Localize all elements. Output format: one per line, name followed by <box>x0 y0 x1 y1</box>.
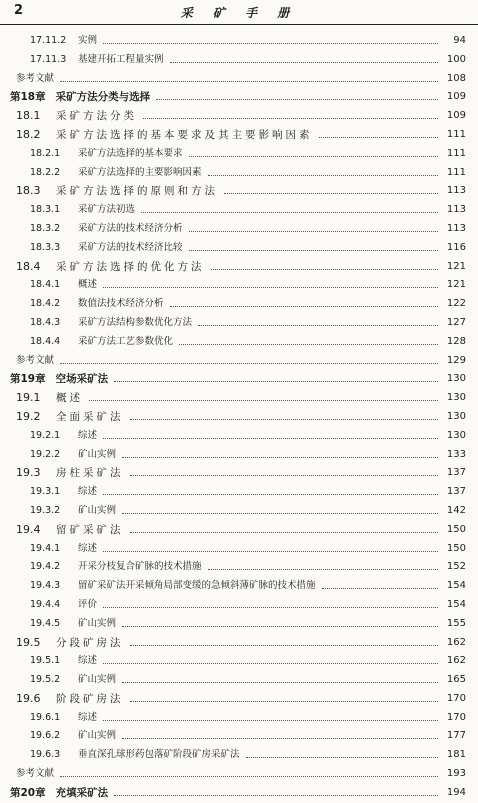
toc-entry-heading <box>30 709 97 728</box>
toc-entry <box>0 502 478 521</box>
toc-chapter <box>0 370 478 389</box>
toc-entry-heading <box>16 464 124 483</box>
toc-entry <box>0 333 478 352</box>
toc-entry-number: 第20章 <box>10 786 46 799</box>
toc-entry <box>0 652 478 671</box>
dot-leader <box>198 325 438 326</box>
toc-entry-number: 17.11.3 <box>30 53 67 65</box>
toc-entry <box>0 558 478 577</box>
toc-entry-number: 18.4.3 <box>30 316 61 328</box>
toc-entry-number: 18.2.2 <box>30 166 61 178</box>
toc-references <box>0 765 478 784</box>
toc-entry-heading <box>30 483 97 502</box>
toc-entry-title: 概述 <box>56 392 83 405</box>
toc-entry-title: 留矿采矿法 <box>56 523 124 536</box>
toc-entry-title: 矿山实例 <box>78 504 117 516</box>
toc-entry-heading <box>30 164 202 183</box>
dot-leader <box>103 607 438 608</box>
dot-leader <box>130 419 438 420</box>
dot-leader <box>122 457 438 458</box>
toc-entry-heading <box>30 540 97 559</box>
toc-page-number: 155 <box>446 617 466 629</box>
toc-entry-heading <box>30 558 202 577</box>
toc-entry-heading <box>30 746 240 765</box>
toc-entry-number: 19.5.1 <box>30 655 61 667</box>
toc-entry-heading <box>30 671 116 690</box>
toc-page-number: 150 <box>446 523 466 535</box>
dot-leader <box>103 551 438 552</box>
toc-entry-heading <box>16 634 124 653</box>
toc-entry-number: 19.4.1 <box>30 542 61 554</box>
toc-page-number: 130 <box>446 410 466 422</box>
toc-page-number: 177 <box>446 730 466 742</box>
toc-entry-heading <box>30 32 97 51</box>
toc-entry-heading <box>30 201 135 220</box>
toc-entry <box>0 182 478 201</box>
toc-entry-heading <box>30 276 97 295</box>
toc-entry-title: 矿山实例 <box>78 674 117 686</box>
toc-chapter <box>0 88 478 107</box>
toc-entry-heading <box>30 446 116 465</box>
dot-leader <box>189 156 438 157</box>
dot-leader <box>60 81 438 82</box>
toc-entry-title: 基建开拓工程量实例 <box>78 53 164 65</box>
toc-entry <box>0 51 478 70</box>
toc-page-number: 162 <box>446 636 466 648</box>
toc-entry <box>0 464 478 483</box>
toc-page-number: 108 <box>446 72 466 84</box>
dot-leader <box>60 776 438 777</box>
toc-entry-title: 采矿方法选择的主要影响因素 <box>78 166 202 178</box>
dot-leader <box>319 137 438 138</box>
toc-entry-title: 采矿方法结构参数优化方法 <box>78 316 193 328</box>
toc-page-number: 121 <box>446 279 466 291</box>
toc-entry-title: 采矿方法分类与选择 <box>55 91 151 104</box>
dot-leader <box>208 175 438 176</box>
toc-entry-heading <box>30 427 97 446</box>
dot-leader <box>141 212 438 213</box>
toc-entry-heading <box>10 88 150 107</box>
toc-entry-number: 18.3 <box>16 184 41 198</box>
dot-leader <box>130 701 438 702</box>
toc-entry-title: 采矿方法选择的原则和方法 <box>56 185 218 198</box>
toc-entry-number: 19.4.3 <box>30 580 61 592</box>
toc-entry-title: 矿山实例 <box>78 448 117 460</box>
toc-entry-heading <box>16 408 124 427</box>
toc-page-number: 100 <box>446 53 466 65</box>
toc-entry-title: 矿山实例 <box>78 730 117 742</box>
toc-page-number: 170 <box>446 711 466 723</box>
toc-entry-number: 19.4.2 <box>30 561 61 573</box>
toc-entry-number: 18.3.2 <box>30 222 61 234</box>
toc-page-number: 127 <box>446 316 466 328</box>
toc-page-number: 94 <box>453 35 466 46</box>
dot-leader <box>122 682 438 683</box>
dot-leader <box>143 118 438 119</box>
toc-page-number: 111 <box>446 147 466 159</box>
toc-entry-number: 19.4 <box>16 522 41 536</box>
toc-entry <box>0 709 478 728</box>
toc-page-number: 111 <box>446 166 466 178</box>
toc-entry-number: 18.2 <box>16 127 41 141</box>
toc-page-number: 181 <box>446 749 466 761</box>
dot-leader <box>211 269 438 270</box>
toc-page-number: 154 <box>446 580 466 592</box>
toc-page-number: 130 <box>446 392 466 404</box>
dot-leader <box>170 306 438 307</box>
toc-entry-heading <box>30 314 192 333</box>
dot-leader <box>130 475 438 476</box>
toc-entry <box>0 295 478 314</box>
toc-entry-heading <box>16 70 54 89</box>
toc-entry-title: 评价 <box>78 598 98 610</box>
toc-entry-title: 采矿方法选择的基本要求 <box>78 147 183 159</box>
toc-entry-heading <box>16 521 124 540</box>
dot-leader <box>122 513 438 514</box>
toc-page-number: 128 <box>446 335 466 347</box>
toc-entry-number: 18.1 <box>16 109 41 123</box>
toc-entry-number: 18.3.1 <box>30 204 61 216</box>
toc-entry <box>0 615 478 634</box>
dot-leader <box>103 438 438 439</box>
toc-entry-heading <box>30 239 183 258</box>
toc-entry <box>0 690 478 709</box>
toc-entry-title: 采矿方法选择的基本要求及其主要影响因素 <box>56 128 313 141</box>
toc-entry <box>0 540 478 559</box>
toc-entry <box>0 634 478 653</box>
toc-entry-heading <box>30 727 116 746</box>
toc-entry-title: 概述 <box>78 279 98 291</box>
toc-entry-title: 实例 <box>78 35 98 46</box>
toc-page-number: 162 <box>446 655 466 667</box>
toc-page-number: 194 <box>446 786 466 798</box>
dot-leader <box>189 231 438 232</box>
toc-page-number: 113 <box>446 222 466 234</box>
toc-entry-number: 19.5.2 <box>30 674 61 686</box>
toc-entry-title: 综述 <box>78 655 98 667</box>
toc-entry <box>0 239 478 258</box>
toc-page-number: 113 <box>446 204 466 216</box>
toc-entry-number: 18.4 <box>16 259 41 273</box>
dot-leader <box>122 738 438 739</box>
toc-entry-title: 空场采矿法 <box>55 373 109 386</box>
book-title: 采 矿 手 册 <box>180 6 298 20</box>
toc-entry-title: 全面采矿法 <box>56 410 124 423</box>
dot-leader <box>60 363 438 364</box>
toc-page-number: 170 <box>446 692 466 704</box>
toc-entry-heading <box>30 333 173 352</box>
dot-leader <box>246 757 438 758</box>
toc-entry-title: 充填采矿法 <box>55 786 109 799</box>
toc-page-number: 150 <box>446 542 466 554</box>
toc-entry <box>0 201 478 220</box>
dot-leader <box>130 645 438 646</box>
toc-references <box>0 70 478 89</box>
toc-page-number: 111 <box>446 128 466 140</box>
toc-page-number: 121 <box>446 260 466 272</box>
dot-leader <box>114 795 438 796</box>
toc-entry-title: 分段矿房法 <box>56 636 124 649</box>
toc-entry <box>0 107 478 126</box>
toc-entry-heading <box>30 220 183 239</box>
toc-entry-heading <box>16 690 124 709</box>
toc-entry <box>0 389 478 408</box>
toc-entry-heading <box>16 182 218 201</box>
toc-entry <box>0 746 478 765</box>
toc-entry-heading <box>30 652 97 671</box>
toc-entry-heading <box>30 295 164 314</box>
toc-entry-number: 18.4.1 <box>30 279 61 291</box>
toc-page-number: 193 <box>446 768 466 780</box>
dot-leader <box>189 250 438 251</box>
dot-leader <box>103 43 438 44</box>
toc-entry-heading <box>30 145 183 164</box>
toc-entry-number: 19.2.1 <box>30 429 61 441</box>
dot-leader <box>103 494 438 495</box>
toc-entry-title: 垂直深孔球形药包落矿阶段矿房采矿法 <box>78 749 240 761</box>
toc-entry <box>0 446 478 465</box>
toc-entry-title: 开采分枝复合矿脉的技术措施 <box>78 561 202 573</box>
dot-leader <box>130 532 438 533</box>
toc-entry <box>0 164 478 183</box>
toc-entry-title: 采矿方法分类 <box>56 110 137 123</box>
toc-entry <box>0 671 478 690</box>
toc-entry-title: 采矿方法选择的优化方法 <box>56 260 205 273</box>
toc-entry-heading <box>16 126 313 145</box>
toc-page-number: 113 <box>446 185 466 197</box>
dot-leader <box>122 626 438 627</box>
toc-entry-number: 19.1 <box>16 391 41 405</box>
toc-entry-number: 19.6.2 <box>30 730 61 742</box>
toc-page-number: 142 <box>446 504 466 516</box>
toc-page-number: 116 <box>446 241 466 253</box>
toc-references <box>0 352 478 371</box>
toc-entry-heading <box>16 107 137 126</box>
toc-entry-number: 18.4.4 <box>30 335 61 347</box>
toc-entry-number: 19.6 <box>16 691 41 705</box>
page-number: 2 <box>14 3 24 18</box>
toc-entry-number: 19.6.1 <box>30 711 61 723</box>
toc-entry-number: 19.3 <box>16 466 41 480</box>
dot-leader <box>156 99 438 100</box>
toc-entry <box>0 427 478 446</box>
toc-entry-title: 综述 <box>78 711 98 723</box>
toc-entry-heading <box>10 784 108 803</box>
dot-leader <box>224 193 438 194</box>
dot-leader <box>103 287 438 288</box>
toc-entry-title: 综述 <box>78 486 98 498</box>
toc-entry-title: 综述 <box>78 429 98 441</box>
toc-entry-number: 19.2 <box>16 409 41 423</box>
toc-entry <box>0 314 478 333</box>
toc-entry-title: 参考文献 <box>16 354 55 366</box>
toc-entry <box>0 220 478 239</box>
toc-entry-heading <box>16 765 54 784</box>
toc-entry-title: 留矿采矿法开采倾角局部变缓的急倾斜薄矿脉的技术措施 <box>78 580 316 592</box>
toc-entry-heading <box>30 596 97 615</box>
toc-entry <box>0 727 478 746</box>
toc-entry-heading <box>30 615 116 634</box>
table-of-contents <box>0 32 478 803</box>
toc-entry <box>0 408 478 427</box>
toc-entry-number: 19.5 <box>16 635 41 649</box>
toc-page-number: 130 <box>446 373 466 385</box>
toc-page-number: 122 <box>446 298 466 310</box>
toc-entry-number: 第18章 <box>10 91 46 104</box>
toc-entry-heading <box>30 502 116 521</box>
toc-entry-number: 18.4.2 <box>30 298 61 310</box>
toc-entry <box>0 32 478 51</box>
toc-page-number: 165 <box>446 674 466 686</box>
dot-leader <box>114 381 438 382</box>
toc-entry-title: 数值法技术经济分析 <box>78 298 164 310</box>
toc-entry-heading <box>30 51 164 70</box>
toc-entry-heading <box>16 258 205 277</box>
toc-entry-number: 第19章 <box>10 373 46 386</box>
toc-entry-title: 阶段矿房法 <box>56 692 124 705</box>
toc-entry-title: 房柱采矿法 <box>56 467 124 480</box>
toc-entry <box>0 577 478 596</box>
toc-page-number: 109 <box>446 91 466 103</box>
toc-page-number: 137 <box>446 486 466 498</box>
toc-entry-heading <box>10 370 108 389</box>
toc-entry-number: 19.6.3 <box>30 749 61 761</box>
dot-leader <box>322 588 438 589</box>
toc-entry <box>0 596 478 615</box>
dot-leader <box>170 62 438 63</box>
toc-entry-number: 18.3.3 <box>30 241 61 253</box>
toc-entry-number: 19.4.4 <box>30 598 61 610</box>
page-header <box>0 0 478 25</box>
toc-entry-title: 综述 <box>78 542 98 554</box>
toc-entry-title: 采矿方法的技术经济比较 <box>78 241 183 253</box>
toc-entry <box>0 483 478 502</box>
toc-entry <box>0 276 478 295</box>
toc-entry-title: 矿山实例 <box>78 617 117 629</box>
toc-entry <box>0 258 478 277</box>
toc-page-number: 152 <box>446 561 466 573</box>
toc-entry <box>0 126 478 145</box>
toc-entry-number: 19.2.2 <box>30 448 61 460</box>
dot-leader <box>208 569 438 570</box>
toc-entry-number: 18.2.1 <box>30 147 61 159</box>
toc-entry-number: 17.11.2 <box>30 35 67 46</box>
toc-entry-title: 采矿方法初选 <box>78 204 136 216</box>
toc-page-number: 154 <box>446 598 466 610</box>
toc-entry-number: 19.3.2 <box>30 504 61 516</box>
toc-page-number: 133 <box>446 448 466 460</box>
toc-page-number: 137 <box>446 467 466 479</box>
toc-entry-number: 19.4.5 <box>30 617 61 629</box>
toc-entry-heading <box>30 577 316 596</box>
toc-entry-number: 19.3.1 <box>30 486 61 498</box>
toc-entry <box>0 145 478 164</box>
toc-entry-title: 参考文献 <box>16 768 55 780</box>
toc-entry-heading <box>16 389 83 408</box>
dot-leader <box>179 344 438 345</box>
toc-page-number: 130 <box>446 429 466 441</box>
toc-entry-heading <box>16 352 54 371</box>
toc-entry <box>0 521 478 540</box>
toc-entry-title: 采矿方法的技术经济分析 <box>78 222 183 234</box>
dot-leader <box>103 663 438 664</box>
dot-leader <box>89 400 438 401</box>
toc-chapter <box>0 784 478 803</box>
toc-page-number: 109 <box>446 110 466 122</box>
toc-entry-title: 参考文献 <box>16 72 55 84</box>
toc-entry-title: 采矿方法工艺参数优化 <box>78 335 174 347</box>
toc-page-number: 129 <box>446 354 466 366</box>
